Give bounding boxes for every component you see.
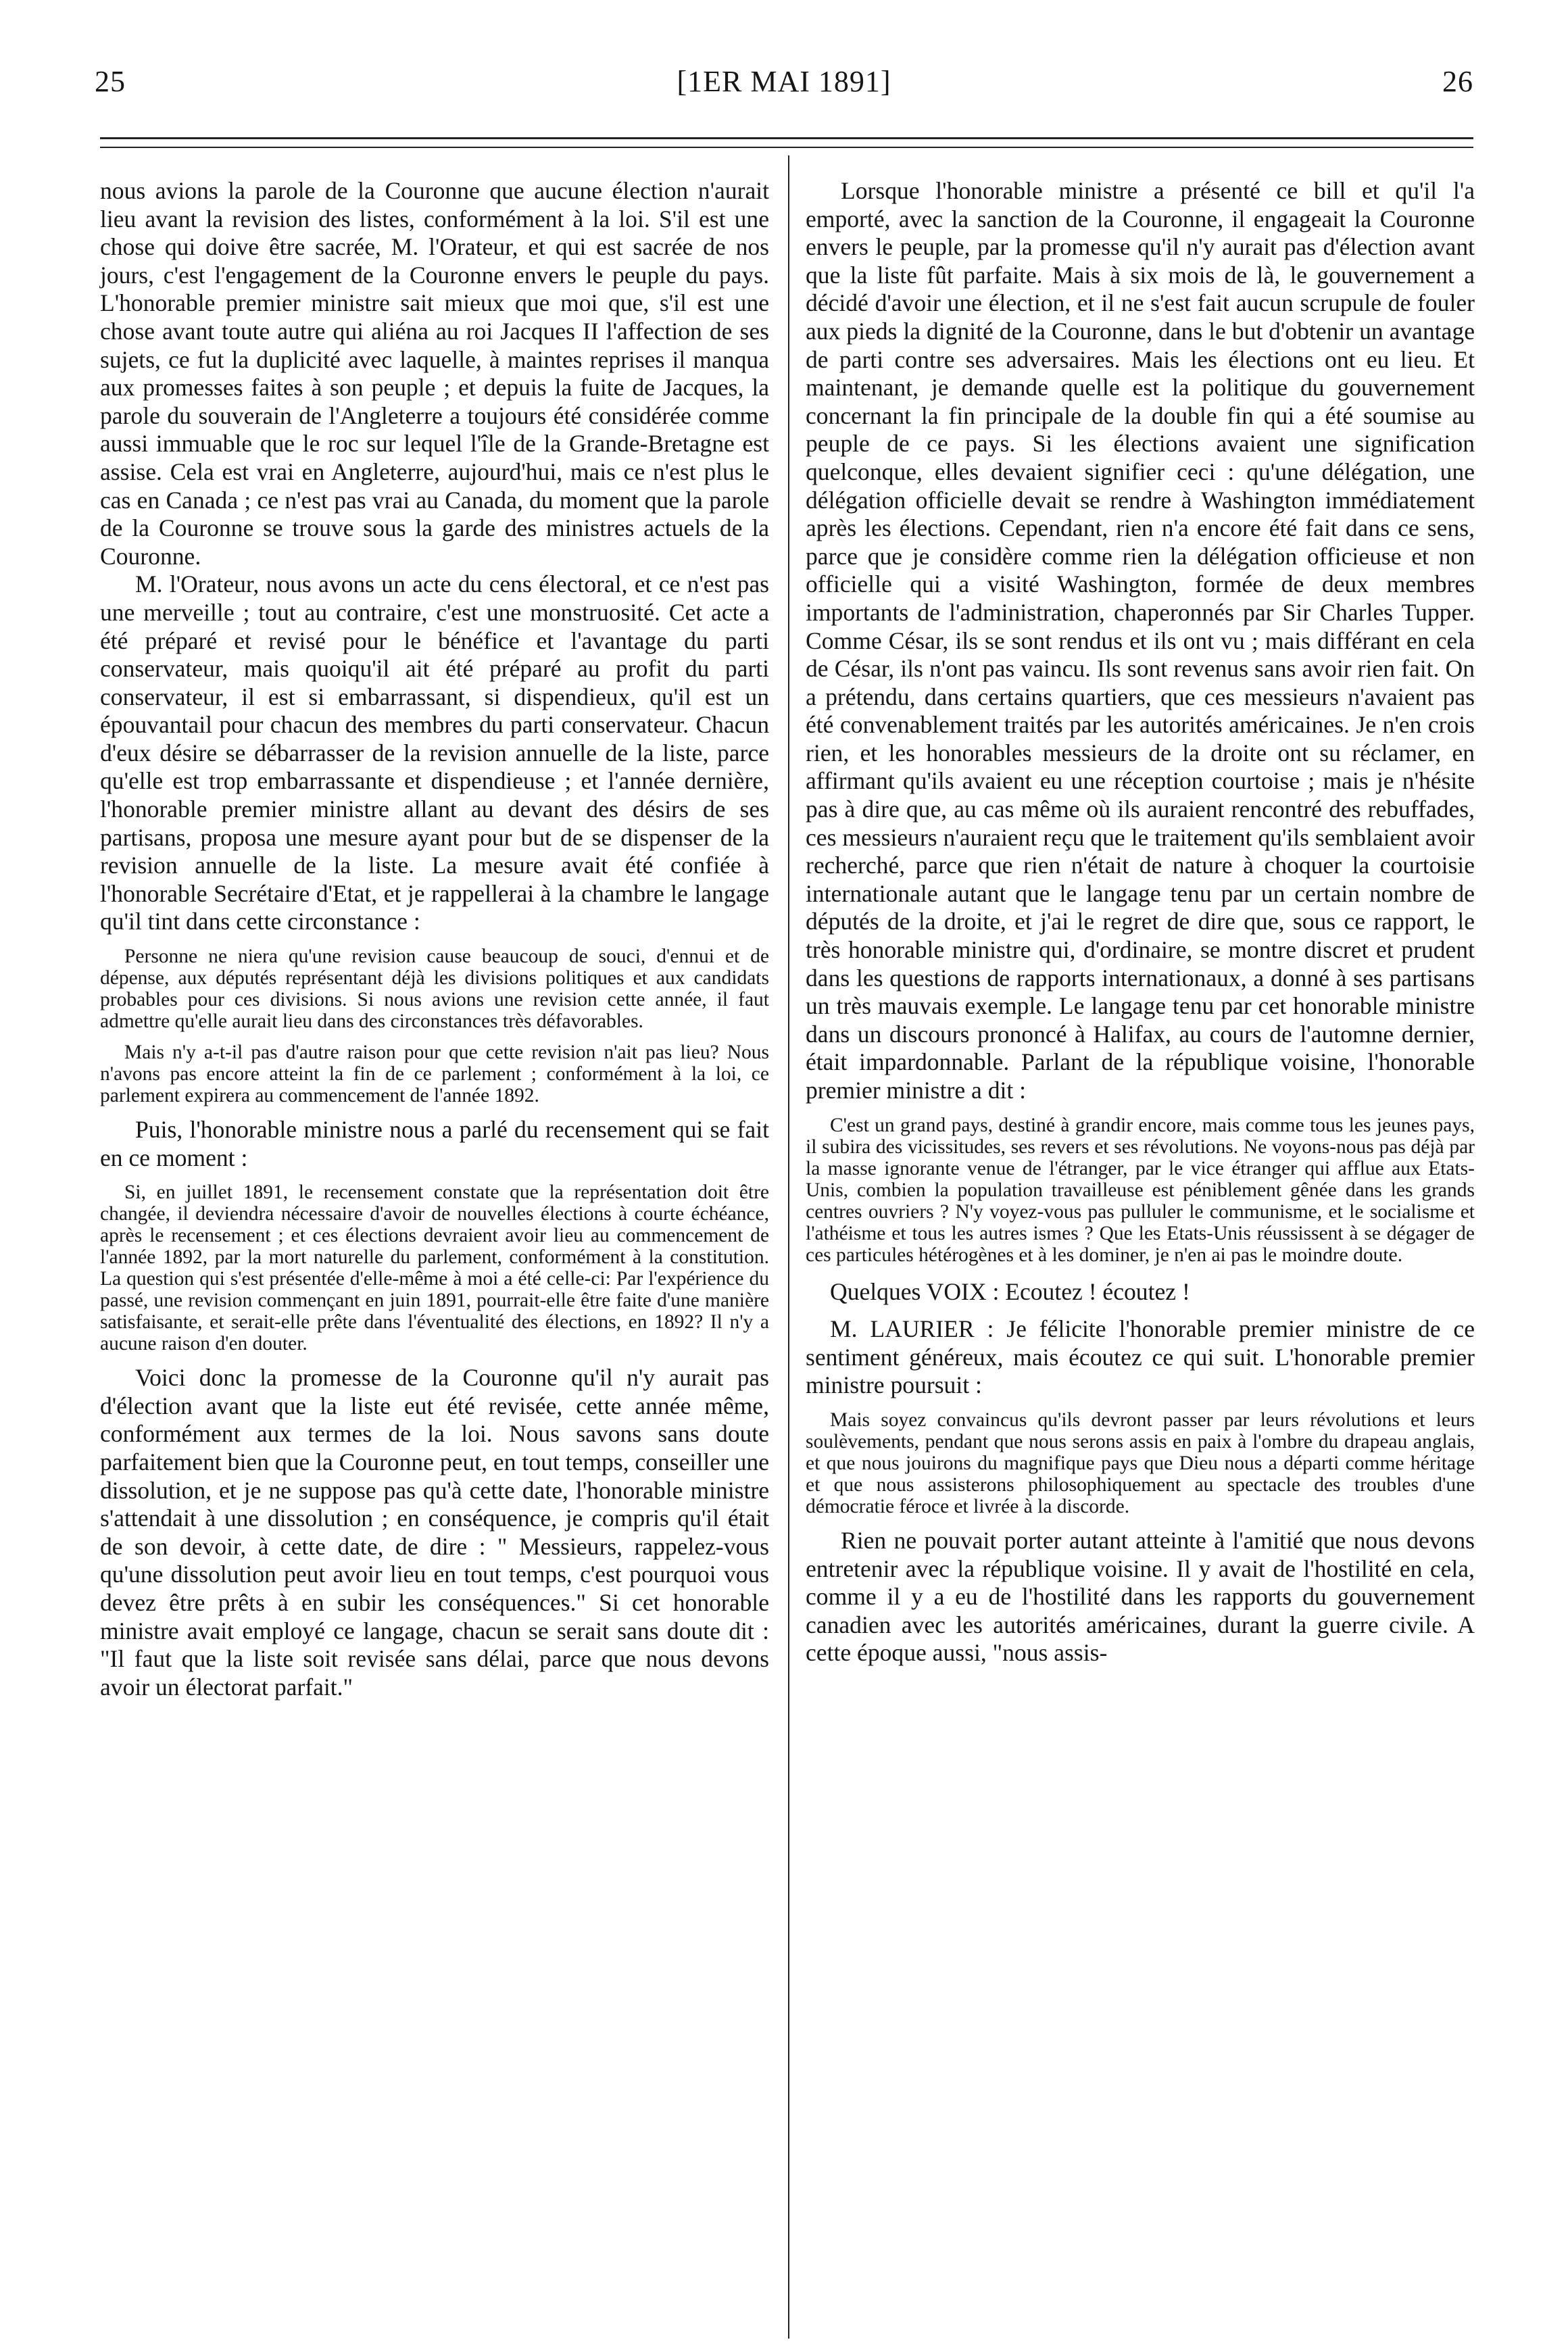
right-paragraph-1: Lorsque l'honorable ministre a présenté ce bill et qu'il l'a emporté, avec la sanction de la Couronne, il engageait la Couronne envers le peuple, par la promesse qu'il n'y aurait pas d'élection avant que la liste fût parfaite. Mais à six mois de là, le gouvernement a décidé d'avoir une élection, et il ne s'est fait aucun scrupule de fouler aux pieds la dignité de la Couronne, dans le but d'obtenir un avantage de parti contre ses adversaires. Mais les élections ont eu lieu. Et maintenant, je demande quelle est la politique du gouvernement concernant la fin principale de la double fin qui a été soumise au peuple de ce pays. Si les élections avaient une signification quelconque, elles devaient signifier ceci : qu'une délégation, une délégation officielle devait se rendre à Washington immédiatement après les élections. Cependant, rien n'a encore été fait dans ce sens, parce que je considère comme rien la délégation officieuse et non officielle qui a visité Washington, formée de deux membres importants de l'administration, chaperonnés par Sir Charles Tupper. Comme César, ils se sont rendus et ils ont vu ; mais différant en cela de César, ils n'ont pas vaincu. Ils sont revenus sans avoir rien fait. On a prétendu, dans certains quartiers, que ces messieurs n'avaient pas été convenablement traités par les autorités américaines. Je n'en crois rien, et les honorables messieurs de la droite ont su réclamer, en affirmant qu'ils avaient eu une réception courtoise ; mais je n'hésite pas à dire que, au cas même où ils auraient rencontré des rebuffades, ces messieurs n'auraient reçu que le traitement qu'ils semblaient avoir recherché, parce que rien n'était de nature à choquer la courtoisie internationale autant que le langage tenu par un certain nombre de députés de la droite, et j'ai le regret de dire que, sous ce rapport, le très honorable ministre qui, d'ordinaire, se montre discret et prudent dans les questions de rapports internationaux, a donné à ses partisans un très mauvais exemple. Le langage tenu par cet honorable ministre dans un discours prononcé à Halifax, au cours de l'automne dernier, était impardonnable. Parlant de la république voisine, l'honorable premier ministre a dit :	[806, 177, 1475, 1104]
page-number-right: 26	[1442, 65, 1473, 98]
header-date: [1ER MAI 1891]	[677, 65, 891, 98]
left-quote-3: Si, en juillet 1891, le recensement constate que la représentation doit être changée, il deviendra nécessaire d'avoir de nouvelles élections à courte échéance, après le recensement ; et ces élections devraient avoir lieu au commencement de l'année 1892, par la mort naturelle du parlement, conformément à la constitution. La question qui s'est présentée d'elle-même à moi a été celle-ci: Par l'expérience du passé, une revision commençant en juin 1891, pourrait-elle être faite d'une manière satisfaisante, et serait-elle prête dans l'éventualité des élections, en 1892? Il n'y a aucune raison d'en douter.	[100, 1181, 769, 1355]
speaker-laurier-paragraph: M. LAURIER : Je félicite l'honorable premier ministre de ce sentiment généreux, mais écoutez ce qui suit. L'honorable premier ministre poursuit :	[806, 1315, 1475, 1399]
left-quote-2: Mais n'y a-t-il pas d'autre raison pour que cette revision n'ait pas lieu? Nous n'avons pas encore atteint la fin de ce parlement ; conformément à la loi, ce parlement expirera au commencement de l'année 1892.	[100, 1042, 769, 1107]
right-quote-1: C'est un grand pays, destiné à grandir encore, mais comme tous les jeunes pays, il subira des vicissitudes, ses revers et ses révolutions. Ne voyons-nous pas déjà par la masse ignorante venue de l'étranger, par le vice étranger qui afflue aux Etats-Unis, combien la population travailleuse est péniblement gênée dans les grands centres ouvriers ? N'y voyez-vous pas pulluler le communisme, et le socialisme et l'athéisme et tous les autres ismes ? Que les Etats-Unis réussissent à se dégager de ces particules hétérogènes et à les dominer, je n'en ai pas le moindre doute.	[806, 1114, 1475, 1266]
header-rule-top	[100, 137, 1473, 139]
voices-interjection: Quelques VOIX : Ecoutez ! écoutez !	[830, 1277, 1190, 1305]
left-paragraph-4: Voici donc la promesse de la Couronne qu'il n'y aurait pas d'élection avant que la liste eut été revisée, cette année même, conformément aux termes de la loi. Nous savons sans doute parfaitement bien que la Couronne peut, en tout temps, conseiller une dissolution, et je ne suppose pas qu'à cette date, l'honorable ministre s'attendait à une dissolution ; en conséquence, je compris qu'il était de son devoir, à cette date, de dire : " Messieurs, rappelez-vous qu'une dissolution peut avoir lieu en tout temps, c'est pourquoi vous devez être prêts à en subir les conséquences." Si cet honorable ministre avait employé ce langage, chacun se serait sans doute dit : "Il faut que la liste soit revisée sans délai, parce que nous devons avoir un électorat parfait."	[100, 1364, 769, 1701]
left-paragraph-2: M. l'Orateur, nous avons un acte du cens électoral, et ce n'est pas une merveille ; tout au contraire, c'est une monstruosité. Cet acte a été préparé et revisé pour le bénéfice et l'avantage du parti conservateur, mais quoiqu'il ait été préparé au profit du parti conservateur, il est si embarrassant, si dispendieux, qu'il est un épouvantail pour chacun des membres du parti conservateur. Chacun d'eux désire se débarrasser de la revision annuelle de la liste, parce qu'elle est trop embarrassante et dispendieuse ; et l'année dernière, l'honorable premier ministre allant au devant des désirs de ses partisans, proposa une mesure ayant pour but de se dispenser de la revision annuelle de la liste. La mesure avait été confiée à l'honorable Secrétaire d'Etat, et je rappellerai à la chambre le langage qu'il tint dans cette circonstance :	[100, 570, 769, 935]
left-paragraph-1: nous avions la parole de la Couronne que aucune élection n'aurait lieu avant la revision des listes, conformément à la loi. S'il est une chose qui doive être sacrée, M. l'Orateur, et qui est sacrée de nos jours, c'est l'engagement de la Couronne envers le peuple du pays. L'honorable premier ministre sait mieux que moi que, s'il est une chose avant toute autre qui aliéna au roi Jacques II l'affection de ses sujets, ce fut la duplicité avec laquelle, à maintes reprises il manqua aux promesses faites à son peuple ; et depuis la fuite de Jacques, la parole du souverain de l'Angleterre a toujours été considérée comme aussi immuable que le roc sur lequel l'île de la Grande-Bretagne est assise. Cela est vrai en Angleterre, aujourd'hui, mais ce n'est plus le cas en Canada ; ce n'est pas vrai au Canada, du moment que la parole de la Couronne se trouve sous la garde des ministres actuels de la Couronne.	[100, 177, 769, 570]
column-divider	[788, 155, 789, 2339]
left-quote-1: Personne ne niera qu'une revision cause beaucoup de souci, d'ennui et de dépense, aux députés représentant déjà les divisions politiques et aux candidats probables pour ces divisions. Si nous avions une revision cette année, il faut admettre qu'elle aurait lieu dans des circonstances très défavorables.	[100, 946, 769, 1033]
left-column	[100, 177, 769, 1701]
header-rule-bottom	[100, 147, 1473, 148]
right-paragraph-3: Rien ne pouvait porter autant atteinte à l'amitié que nous devons entretenir avec la république voisine. Il y avait de l'hostilité en cela, comme il y a eu de l'hostilité dans les rapports du gouvernement canadien avec les autorités américaines, durant la guerre civile. A cette époque aussi, "nous assis-	[806, 1526, 1475, 1667]
left-paragraph-3: Puis, l'honorable ministre nous a parlé du recensement qui se fait en ce moment :	[100, 1116, 769, 1171]
page-number-left: 25	[95, 65, 126, 98]
right-quote-2: Mais soyez convaincus qu'ils devront passer par leurs révolutions et leurs soulèvements, pendant que nous serons assis en paix à l'ombre du drapeau anglais, et que nous jouirons du magnifique pays que Dieu nous a départi comme héritage et que nous assisterons philosophiquement au spectacle des troubles d'une démocratie féroce et livrée à la discorde.	[806, 1409, 1475, 1517]
right-column	[806, 177, 1475, 1667]
page-header	[95, 64, 1473, 112]
